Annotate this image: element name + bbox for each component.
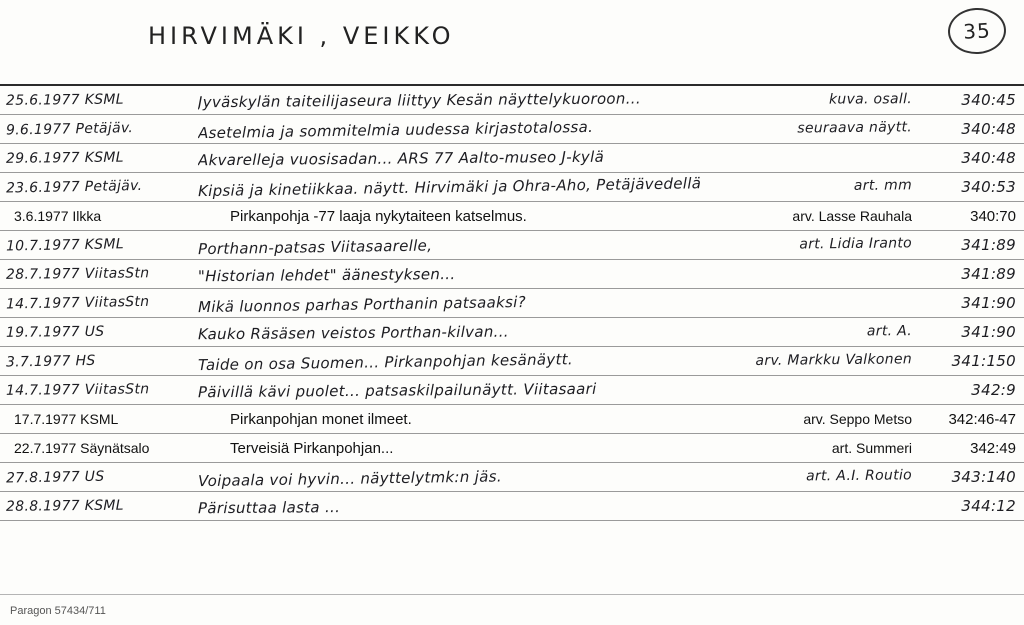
table-row	[0, 318, 1024, 347]
entry-reference: 342:9	[971, 381, 1016, 399]
entry-title: Pirkanpohja -77 laaja nykytaiteen katselmus.	[230, 207, 527, 225]
entry-date: 25.6.1977 KSML	[5, 91, 124, 109]
footer-note: Paragon 57434/711	[10, 605, 106, 617]
entry-title: Asetelmia ja sommitelmia uudessa kirjastotalossa.	[197, 117, 594, 143]
entry-reference: 340:45	[961, 91, 1016, 109]
entries-table	[0, 86, 1024, 521]
table-row	[0, 492, 1024, 521]
entry-title: Pärisuttaa lasta ...	[197, 498, 341, 518]
entry-reference: 340:53	[961, 178, 1016, 196]
entry-title: Taide on osa Suomen... Pirkanpohjan kesänäytt.	[197, 350, 574, 375]
entry-date: 23.6.1977 Petäjäv.	[5, 177, 143, 197]
entry-reference: 341:90	[961, 323, 1016, 341]
table-row	[0, 173, 1024, 202]
entry-reference: 340:48	[961, 149, 1016, 167]
entry-credit: art. mm	[853, 177, 913, 194]
table-row	[0, 144, 1024, 173]
entry-reference: 342:49	[970, 439, 1016, 457]
table-row	[0, 463, 1024, 492]
entry-date: 3.7.1977 HS	[5, 352, 96, 371]
table-row	[0, 405, 1024, 434]
table-row	[0, 434, 1024, 463]
page-number-badge: 35	[947, 7, 1007, 56]
entry-credit: arv. Markku Valkonen	[755, 351, 913, 369]
entry-title: "Historian lehdet" äänestyksen...	[197, 265, 456, 286]
entry-credit: art. Lidia Iranto	[799, 235, 913, 253]
footer-divider	[0, 594, 1024, 595]
entry-date: 14.7.1977 ViitasStn	[5, 293, 150, 313]
entry-title: Jyväskylän taiteilijaseura liittyy Kesän näyttelykuoroon...	[197, 89, 641, 112]
entry-reference: 340:70	[970, 207, 1016, 225]
entry-reference: 341:90	[961, 294, 1016, 312]
entry-reference: 341:89	[961, 265, 1016, 283]
entry-date: 27.8.1977 US	[5, 468, 105, 487]
entry-title: Kauko Räsäsen veistos Porthan-kilvan...	[197, 322, 509, 344]
entry-reference: 340:48	[961, 120, 1016, 138]
table-row	[0, 86, 1024, 115]
page-title: HIRVIMÄKI , VEIKKO	[148, 22, 455, 50]
entry-date: 19.7.1977 US	[5, 323, 105, 341]
entry-date: 3.6.1977 Ilkka	[14, 208, 102, 224]
entry-reference: 341:150	[951, 352, 1016, 370]
entry-date: 28.7.1977 ViitasStn	[5, 265, 150, 283]
entry-credit: art. A.I. Routio	[805, 467, 913, 485]
table-row	[0, 347, 1024, 376]
entry-title: Päivillä kävi puolet... patsaskilpailunäytt. Viitasaari	[197, 379, 597, 402]
entry-date: 22.7.1977 Säynätsalo	[14, 440, 150, 456]
entry-title: Mikä luonnos parhas Porthanin patsaaksi?	[197, 292, 527, 317]
entry-date: 29.6.1977 KSML	[5, 149, 124, 167]
entry-date: 9.6.1977 Petäjäv.	[5, 120, 134, 139]
table-row	[0, 376, 1024, 405]
entry-title: Kipsiä ja kinetiikkaa. näytt. Hirvimäki ja Ohra-Aho, Petäjävedellä	[197, 174, 702, 201]
entry-credit: kuva. osall.	[828, 91, 913, 108]
entry-title: Pirkanpohjan monet ilmeet.	[230, 410, 412, 428]
entry-credit: art. A.	[866, 323, 913, 340]
table-row	[0, 202, 1024, 231]
entry-title: Akvarelleja vuosisadan... ARS 77 Aalto-museo J-kylä	[197, 147, 605, 170]
entry-reference: 341:89	[961, 236, 1016, 254]
table-row	[0, 231, 1024, 260]
entry-reference: 343:140	[951, 468, 1016, 486]
entry-date: 28.8.1977 KSML	[5, 497, 124, 515]
entry-title: Terveisiä Pirkanpohjan...	[230, 439, 394, 457]
entry-credit: arv. Lasse Rauhala	[792, 208, 912, 224]
entry-date: 17.7.1977 KSML	[14, 411, 119, 427]
entry-credit: art. Summeri	[831, 440, 912, 456]
entry-credit: arv. Seppo Metso	[803, 411, 912, 427]
entry-date: 10.7.1977 KSML	[5, 236, 125, 255]
table-row	[0, 260, 1024, 289]
entry-reference: 342:46-47	[948, 410, 1016, 428]
entry-credit: seuraava näytt.	[797, 119, 913, 137]
table-row	[0, 115, 1024, 144]
entry-date: 14.7.1977 ViitasStn	[5, 381, 150, 399]
entry-title: Porthann-patsas Viitasaarelle,	[197, 236, 433, 259]
entry-reference: 344:12	[961, 497, 1016, 515]
entry-title: Voipaala voi hyvin... näyttelytmk:n jäs.	[197, 467, 502, 491]
table-row	[0, 289, 1024, 318]
